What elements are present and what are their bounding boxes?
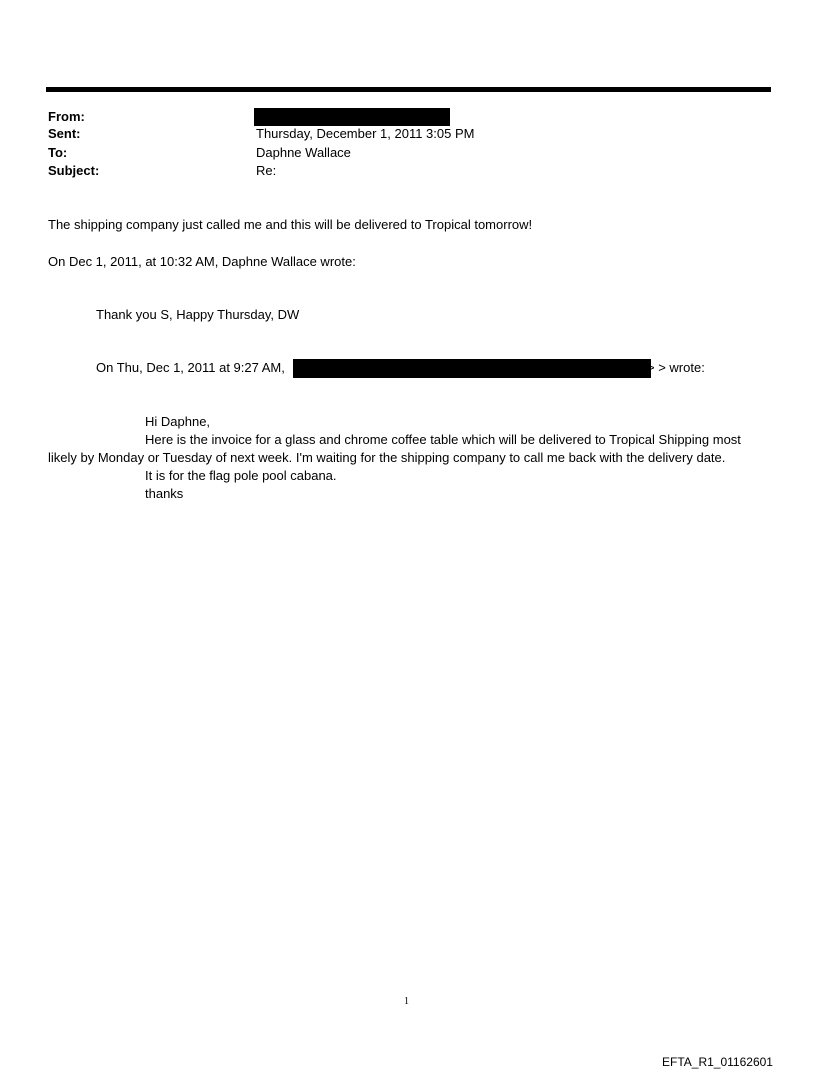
page-number: 1 — [404, 996, 409, 1007]
quote2-paragraph-line1: Here is the invoice for a glass and chrome coffee table which will be delivered to Tropical Shipping most — [145, 432, 741, 447]
from-label: From: — [48, 109, 85, 124]
quote2-greeting: Hi Daphne, — [145, 414, 211, 429]
quote2-line3: It is for the flag pole pool cabana. — [145, 468, 337, 483]
quote1-text: Thank you S, Happy Thursday, DW — [96, 307, 300, 322]
quote2-intro-suffix: > > wrote: — [647, 360, 705, 375]
sent-label: Sent: — [48, 126, 81, 141]
document-id: EFTA_R1_01162601 — [662, 1055, 773, 1069]
quote2-intro-prefix: On Thu, Dec 1, 2011 at 9:27 AM, — [96, 360, 285, 375]
redacted-sender — [293, 359, 651, 378]
quote2-signoff: thanks — [145, 486, 184, 501]
subject-value: Re: — [256, 163, 277, 178]
reply-text: The shipping company just called me and this will be delivered to Tropical tomorrow! — [48, 217, 533, 232]
to-label: To: — [48, 145, 68, 160]
to-value: Daphne Wallace — [256, 145, 351, 160]
quote2-paragraph-line2: likely by Monday or Tuesday of next week. I'm waiting for the shipping company to call me back with the delivery date. — [48, 450, 726, 465]
subject-label: Subject: — [48, 163, 100, 178]
redacted-from-value — [254, 108, 450, 126]
quote1-intro: On Dec 1, 2011, at 10:32 AM, Daphne Wallace wrote: — [48, 254, 356, 269]
header-rule — [46, 87, 771, 92]
sent-value: Thursday, December 1, 2011 3:05 PM — [256, 126, 475, 141]
